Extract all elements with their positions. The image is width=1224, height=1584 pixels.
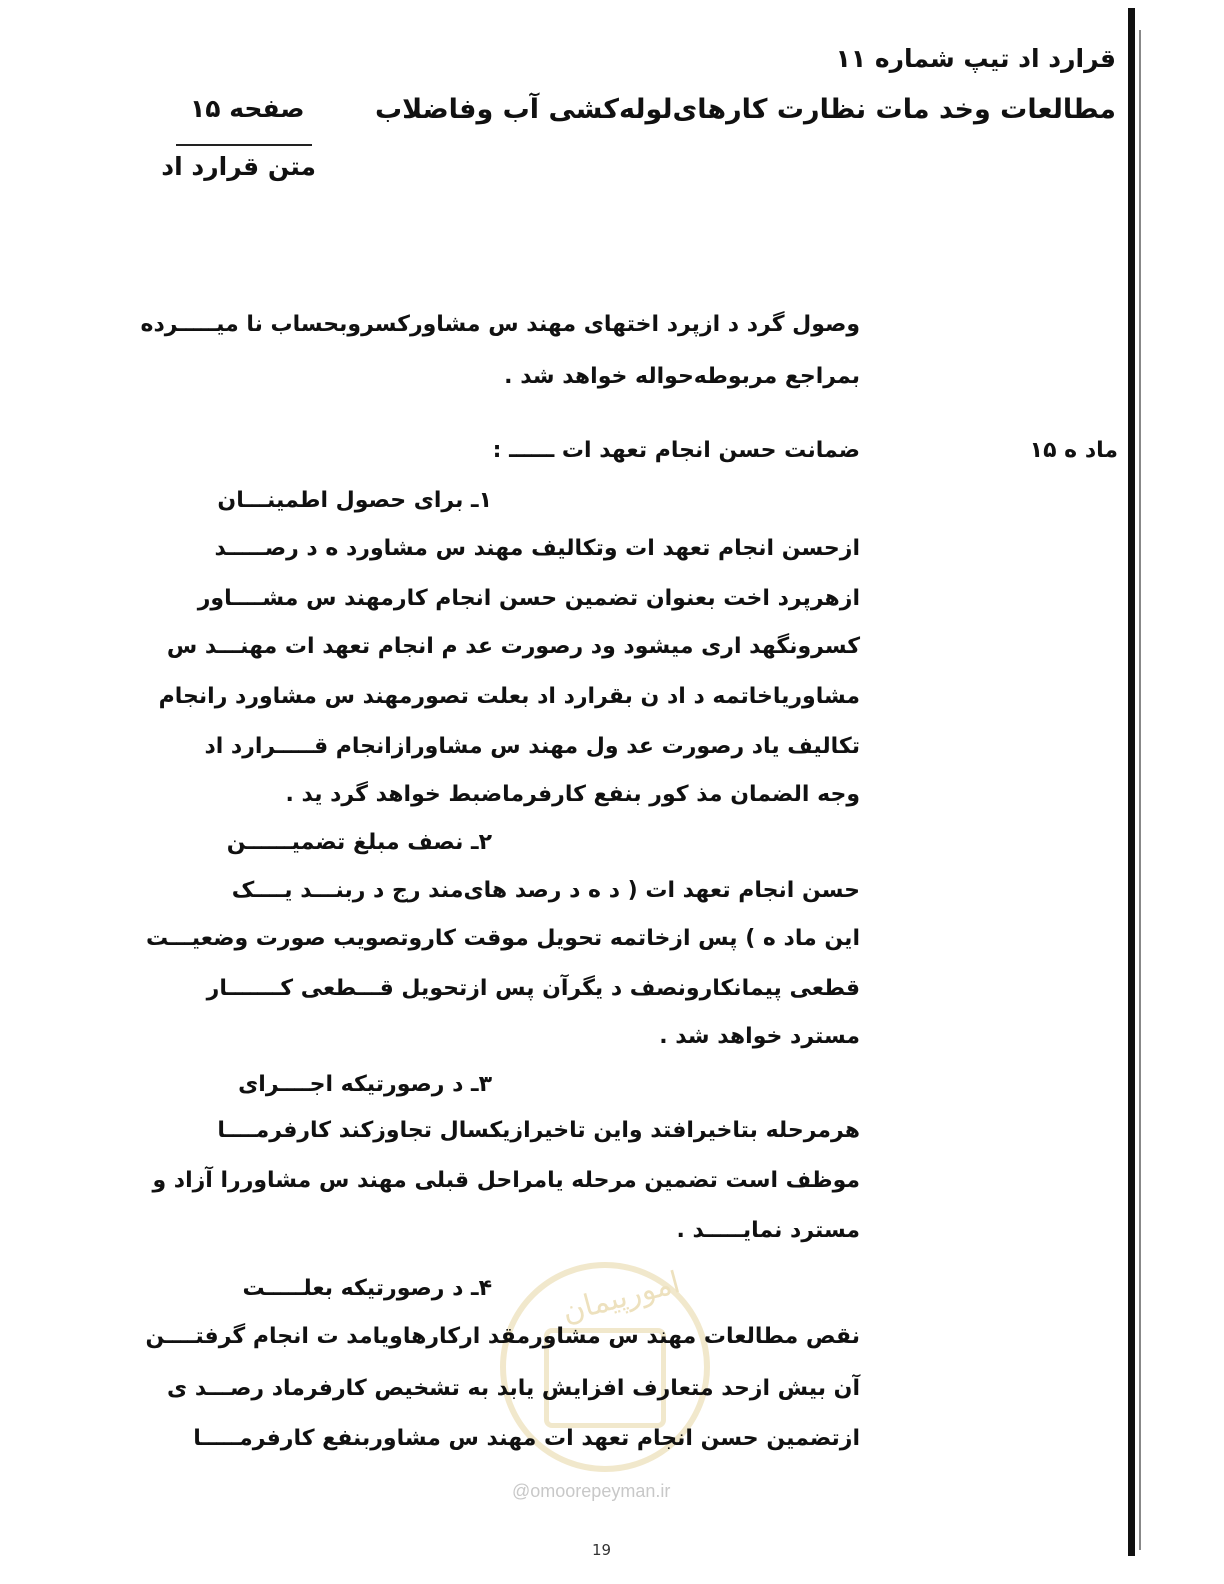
item2-line: قطعی پیمانکارونصف د یگرآن پس ازتحویل قـــطعی کـــــــار [206,976,860,1001]
item1-line: ازهرپرد اخت بعنوان تضمین حسن انجام کارمهند س مشــــاور [197,586,860,611]
page-label: صفحه ۱۵ [190,94,305,123]
item4-lead: ۴ـ د رصورتیکه بعلـــــت [242,1276,492,1301]
contract-type: قرارد اد تیپ شماره ۱۱ [835,44,1116,73]
header-divider [176,144,312,146]
section-label: متن قرارد اد [161,152,316,181]
item1-line: ازحسن انجام تعهد ات وتکالیف مهند س مشاورد ه د رصـــــد [214,536,860,561]
watermark-url: @omoorepeyman.ir [512,1481,671,1501]
item2-line: حسن انجام تعهد ات ( د ه د رصد های‌مند رج د ربنـــد یــــک [231,878,860,903]
item3-line: مسترد نمایـــــد . [676,1218,860,1243]
watermark-brand: امورپیمان [558,1265,684,1330]
item3-lead: ۳ـ د رصورتیکه اجــــرای [238,1072,492,1097]
margin-rule-secondary [1139,30,1141,1550]
item2-lead: ۲ـ نصف مبلغ تضمیــــــن [226,830,492,855]
item4-line: نقص مطالعات مهند س مشاورمقد ارکارهاویامد ت انجام گرفتــــن [145,1324,860,1349]
item1-line: مشاوریاخاتمه د اد ن بقرارد اد بعلت تصورمهند س مشاورد رانجام [158,684,860,709]
item3-line: هرمرحله بتاخیرافتد واین تاخیرازیکسال تجاوزکند کارفرمــــا [217,1118,860,1143]
item1-lead: ۱ـ برای حصول اطمینـــان [217,488,492,513]
margin-rule [1128,8,1135,1556]
item2-line: مسترد خواهد شد . [659,1024,860,1049]
item4-line: ازتضمین حسن انجام تعهد ات مهند س مشاوربنفع کارفرمـــــا [193,1426,860,1451]
item3-line: موظف است تضمین مرحله یامراحل قبلی مهند س مشاوررا آزاد و [152,1168,860,1193]
page-number: 19 [592,1541,612,1559]
intro-line-2: بمراجع مربوطه‌حواله خواهد شد . [504,364,860,389]
intro-line-1: وصول گرد د ازپرد اختهای مهند س مشاورکسروبحساب نا میـــــرد‌ه [140,312,860,337]
article-number: ماد ه ۱۵ [1029,438,1118,463]
item1-line: تکالیف یاد رصورت عد ول مهند س مشاورازانجام قـــــرارد اد [204,734,860,759]
article-title: ضمانت حسن انجام تعهد ات ــــــ : [492,438,860,463]
item2-line: این ماد ه ) پس ازخاتمه تحویل موقت کاروتصویب صورت وضعیـــت [145,926,860,951]
contract-title: مطالعات وخد مات نظارت کارهای‌لوله‌کشی آب وفاضلاب [374,94,1116,125]
item1-line: کسرونگهد اری میشود ود رصورت عد م انجام تعهد ات مهنـــد س [166,634,860,659]
item1-line: وجه الضمان مذ کور بنفع کارفرماضبط خواهد گرد ید . [285,782,860,807]
item4-line: آن بیش ازحد متعارف افزایش یابد به تشخیص کارفرماد رصـــد ی [167,1376,860,1401]
